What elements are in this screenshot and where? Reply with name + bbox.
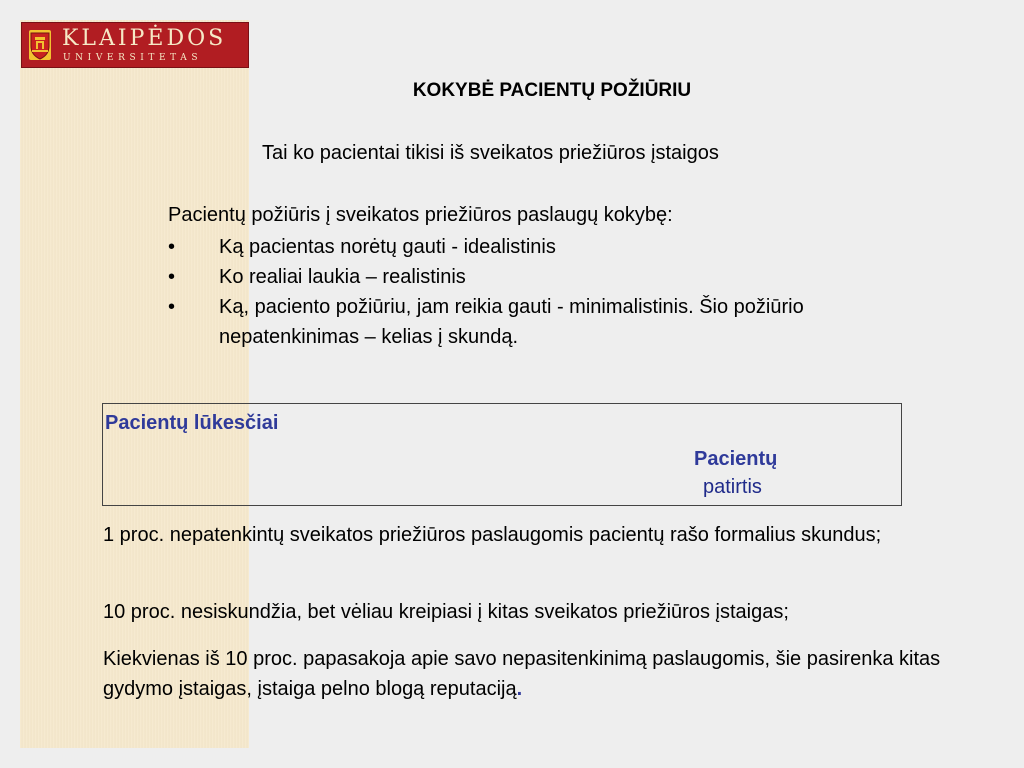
university-logo — [21, 22, 249, 68]
decorative-side-panel — [20, 20, 249, 748]
final-period: . — [516, 678, 523, 700]
bullet-icon: • — [168, 236, 176, 258]
expectations-experience-box — [102, 403, 902, 506]
paragraph-other-institutions: 10 proc. nesiskundžia, bet vėliau kreipiasi į kitas sveikatos priežiūros įstaigas; — [103, 601, 789, 623]
list-item — [168, 262, 928, 292]
bullet-list — [168, 232, 928, 352]
bullet-icon: • — [168, 296, 176, 318]
bullet-icon: • — [168, 266, 176, 288]
slide-title: KOKYBĖ PACIENTŲ POŽIŪRIU — [412, 80, 692, 101]
list-item — [168, 292, 928, 352]
slide-subtitle: Tai ko pacientai tikisi iš sveikatos priežiūros įstaigos — [262, 142, 719, 164]
bullet-text: Ką pacientas norėtų gauti - idealistinis — [219, 236, 556, 258]
paragraph-reputation-text: Kiekvienas iš 10 proc. papasakoja apie savo nepasitenkinimą paslaugomis, šie pasirenka kitas gydymo įstaigas, įstaiga pelno blogą reputaciją — [103, 648, 941, 700]
bullet-text: Ką, paciento požiūriu, jam reikia gauti - minimalistinis. Šio požiūrio nepatenkinimas – kelias į skundą. — [219, 296, 804, 348]
paragraph-reputation — [103, 644, 1003, 704]
crest-icon — [28, 28, 52, 62]
logo-text-universitetas: UNIVERSITETAS — [63, 53, 203, 63]
experience-label-line2: patirtis — [703, 476, 762, 498]
logo-text-klaipedos: KLAIPĖDOS — [62, 26, 227, 51]
list-item — [168, 232, 928, 262]
expectations-label: Pacientų lūkesčiai — [105, 412, 279, 434]
experience-label-line1: Pacientų — [694, 448, 778, 470]
views-intro: Pacientų požiūris į sveikatos priežiūros paslaugų kokybę: — [168, 204, 673, 226]
bullet-text: Ko realiai laukia – realistinis — [219, 266, 466, 288]
paragraph-complaints: 1 proc. nepatenkintų sveikatos priežiūros paslaugomis pacientų rašo formalius skundus; — [103, 524, 882, 546]
